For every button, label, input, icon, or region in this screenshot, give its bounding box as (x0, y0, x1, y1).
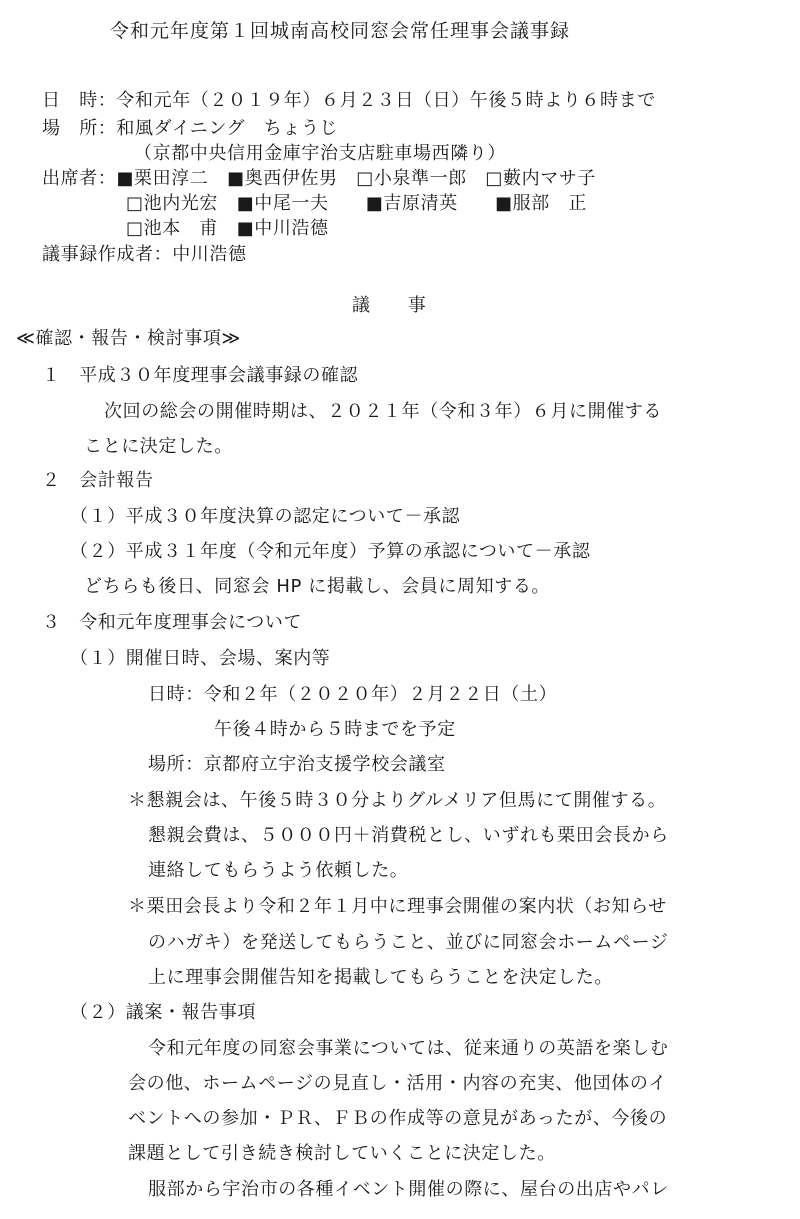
section-heading: ≪確認・報告・検討事項≫ (16, 328, 241, 349)
item-2-note: どちらも後日、同窓会 HP に掲載し、会員に周知する。 (84, 576, 551, 597)
item-2-sub-1: （１）平成３０年度決算の認定について－承認 (70, 506, 461, 527)
item-3-para-1: 令和元年度の同窓会事業については、従来通りの英語を楽しむ (148, 1038, 669, 1059)
item-3-title: ３ 令和元年度理事会について (42, 612, 303, 633)
item-2-sub-2: （２）平成３１年度（令和元年度）予算の承認について－承認 (70, 541, 591, 562)
item-3-place: 場所：京都府立宇治支援学校会議室 (148, 754, 446, 775)
item-3-sub-2: （２）議案・報告事項 (70, 1002, 256, 1023)
item-3-note-2c: 上に理事会開催告知を掲載してもらうことを決定した。 (148, 967, 613, 988)
item-3-note-2b: のハガキ）を発送してもらうこと、並びに同窓会ホームページ (148, 932, 669, 953)
item-3-para-4: 課題として引き続き検討していくことに決定した。 (128, 1143, 556, 1164)
item-1-title: １ 平成３０年度理事会議事録の確認 (42, 365, 359, 386)
item-3-time: 午後４時から５時までを予定 (214, 719, 456, 740)
proceedings-heading: 議 事 (352, 295, 427, 316)
item-3-note-1a: ＊懇親会は、午後５時３０分よりグルメリア但馬にて開催する。 (128, 790, 667, 811)
meeting-place: 場 所：和風ダイニング ちょうじ (42, 118, 339, 139)
item-2-title: ２ 会計報告 (42, 470, 154, 491)
meeting-place-note: （京都中央信用金庫宇治支店駐車場西隣り） (134, 143, 506, 164)
item-3-note-2a: ＊栗田会長より令和２年１月中に理事会開催の案内状（お知らせ (128, 896, 667, 917)
document-title: 令和元年度第１回城南高校同窓会常任理事会議事録 (110, 20, 571, 42)
minutes-recorder: 議事録作成者：中川浩德 (42, 244, 247, 265)
item-3-note-1b: 懇親会費は、５０００円＋消費税とし、いずれも栗田会長から (148, 825, 669, 846)
attendees-line-2: □池内光宏 ■中尾一夫 ■吉原清英 ■服部 正 (126, 193, 588, 214)
attendees-line-1: 出席者：■栗田淳二 ■奥西伊佐男 □小泉準一郎 □藪内マサ子 (42, 168, 597, 189)
item-3-note-1c: 連絡してもらうよう依頼した。 (148, 860, 409, 881)
item-3-para-3: ベントへの参加・ＰＲ、ＦＢの作成等の意見があったが、今後の (128, 1108, 668, 1129)
item-3-para-2: 会の他、ホームページの見直し・活用・内容の充実、他団体のイ (128, 1073, 668, 1094)
item-1-text-1: 次回の総会の開催時期は、２０２１年（令和３年）６月に開催する (104, 401, 662, 422)
item-3-sub-1: （１）開催日時、会場、案内等 (70, 648, 331, 669)
meeting-date: 日 時：令和元年（２０１９年）６月２３日（日）午後５時より６時まで (42, 90, 656, 111)
attendees-line-3: □池本 甫 ■中川浩德 (126, 218, 329, 239)
item-3-para-5: 服部から宇治市の各種イベント開催の際に、屋台の出店やパレ (148, 1179, 669, 1200)
item-1-text-2: ことに決定した。 (84, 436, 233, 457)
item-3-date: 日時：令和２年（２０２０年）２月２２日（土） (148, 684, 558, 705)
